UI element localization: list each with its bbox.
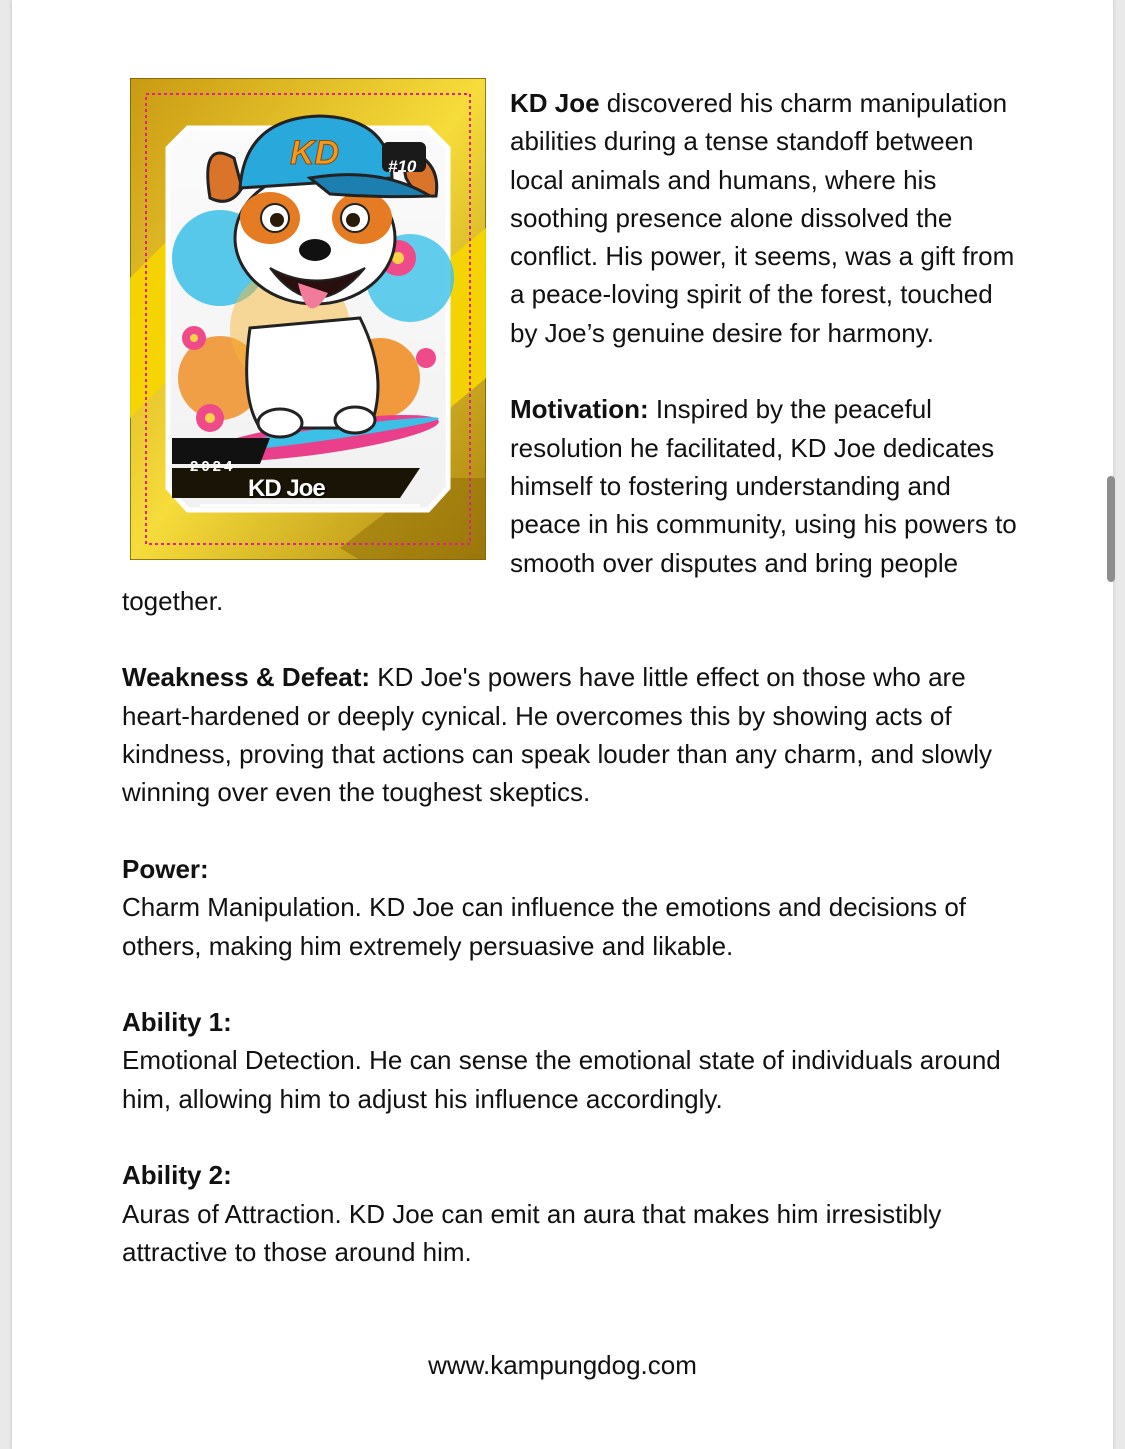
power-label: Power: — [122, 853, 209, 884]
ability2-heading — [122, 1156, 1017, 1194]
intro-text: discovered his charm manipulation abilities during a tense standoff between local animals and humans, where his soothing presence alone dissolved the conflict. His power, it seems, was a gift from a peace-loving spirit of the forest, touched by Joe’s genuine desire for harmony. — [510, 88, 1015, 348]
motivation-text: Inspired by the peaceful resolution he facilitated, KD Joe dedicates himself to fostering understanding and peace in his community, using his powers to smooth over disputes and bring people together. — [122, 394, 1017, 616]
ability1-text: Emotional Detection. He can sense the emotional state of individuals around him, allowing him to adjust his influence accordingly. — [122, 1045, 1001, 1114]
document-page — [12, 0, 1113, 1449]
card-year: 2024 — [190, 458, 236, 475]
document-content — [122, 84, 1017, 1271]
ability2-label: Ability 2: — [122, 1160, 232, 1191]
ability2-text: Auras of Attraction. KD Joe can emit an aura that makes him irresistibly attractive to those around him. — [122, 1198, 942, 1267]
motivation-label: Motivation: — [510, 394, 649, 425]
vertical-scrollbar[interactable] — [1107, 476, 1115, 582]
power-heading — [122, 850, 1017, 888]
weakness-paragraph — [122, 658, 1017, 811]
card-name: KD Joe — [248, 475, 325, 502]
weakness-label: Weakness & Defeat: — [122, 662, 371, 693]
trading-card-image — [130, 78, 486, 560]
ability1-heading — [122, 1003, 1017, 1041]
footer-url[interactable]: www.kampungdog.com — [428, 1350, 697, 1380]
ability1-label: Ability 1: — [122, 1007, 232, 1038]
card-number: #10 — [388, 157, 417, 176]
cap-logo: KD — [290, 134, 340, 172]
weakness-text: KD Joe's powers have little effect on those who are heart-hardened or deeply cynical. He overcomes this by showing acts of kindness, proving that actions can speak louder than any charm, and slowly winning over even the toughest skeptics. — [122, 662, 993, 808]
intro-name: KD Joe — [510, 88, 600, 118]
power-text: Charm Manipulation. KD Joe can influence the emotions and decisions of others, making him extremely persuasive and likable. — [122, 892, 967, 961]
